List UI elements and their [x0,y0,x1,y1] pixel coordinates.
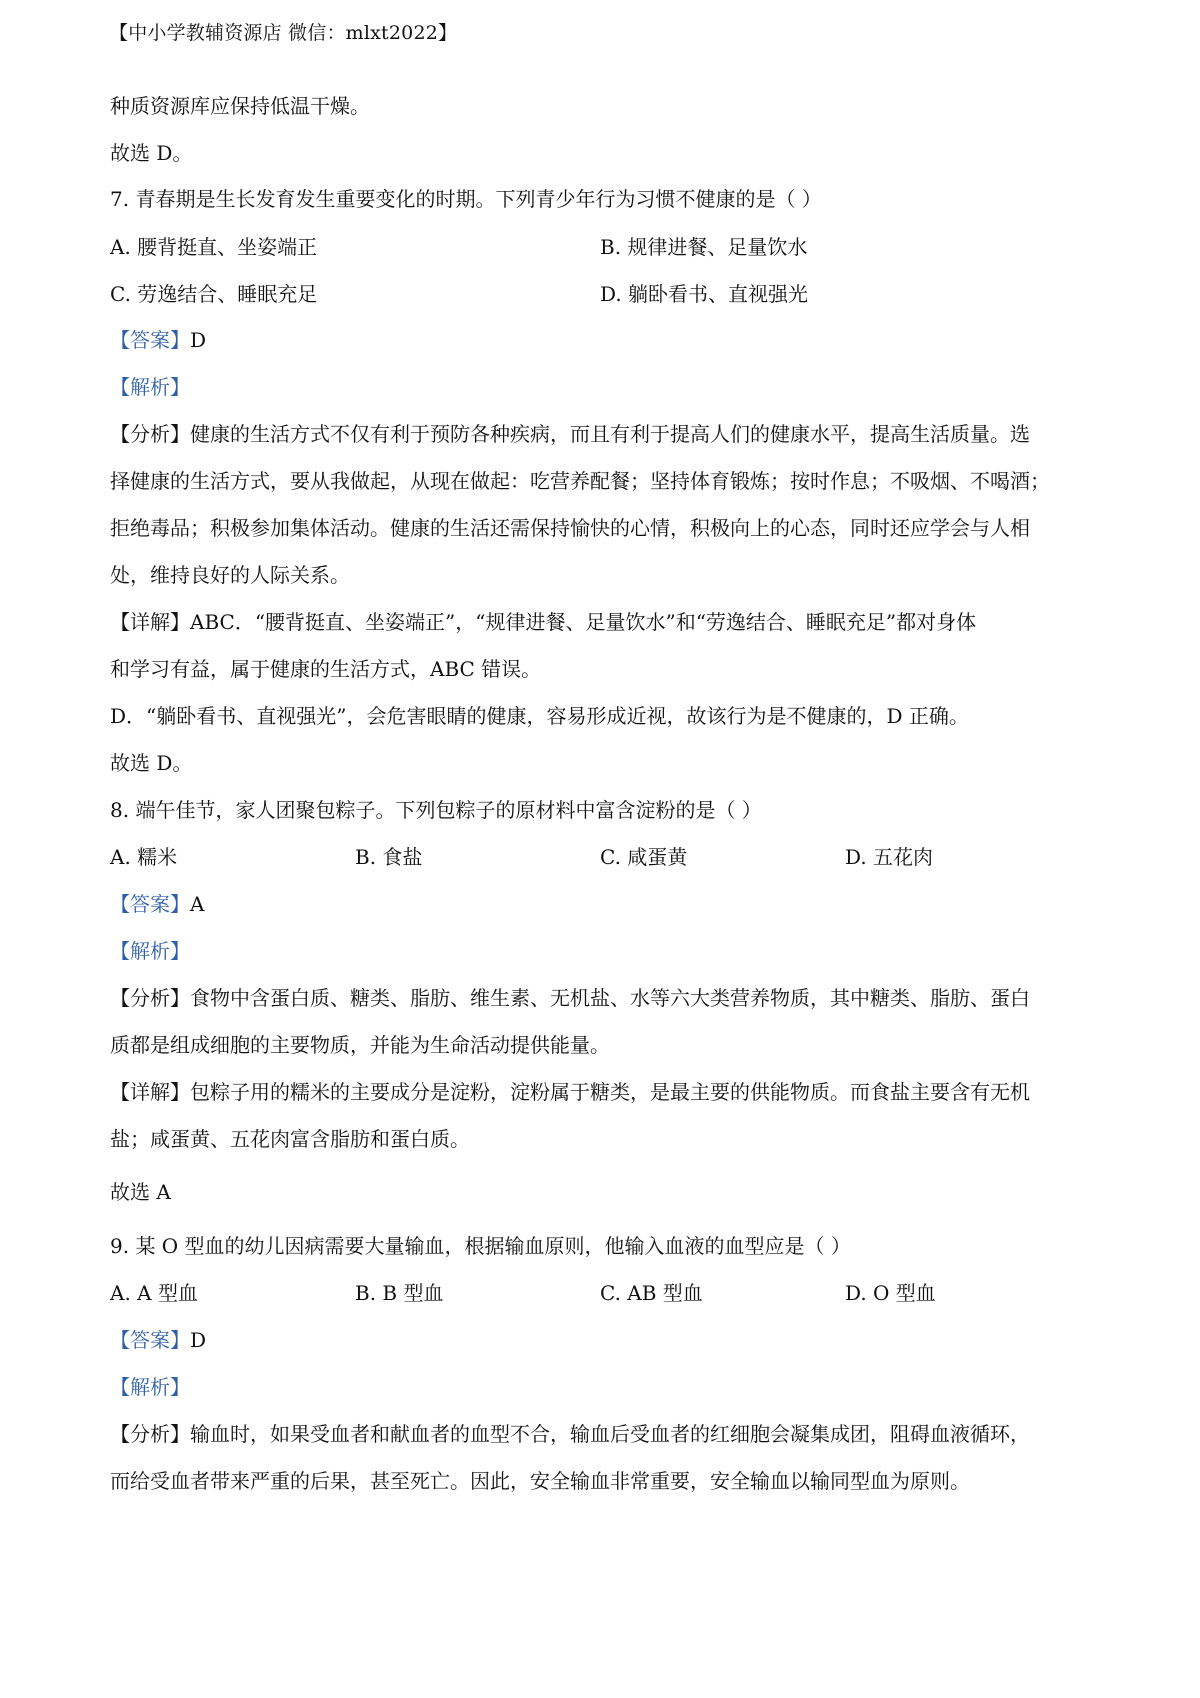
q7-answer-value: D [190,328,207,352]
q7-xiangjie-3: D．“躺卧看书、直视强光”，会危害眼睛的健康，容易形成近视，故该行为是不健康的，D 正确。 [110,704,969,728]
q7-option-c: C. 劳逸结合、睡眠充足 [110,282,318,306]
q7-fenxi-2: 择健康的生活方式，要从我做起，从现在做起：吃营养配餐；坚持体育锻炼；按时作息；不吸烟、不喝酒； [110,469,1050,493]
q7-analysis-tag: 【解析】 [110,375,190,399]
q8-option-a: A. 糯米 [110,845,178,869]
q7-option-d: D. 躺卧看书、直视强光 [600,282,809,306]
q9-option-b: B. B 型血 [355,1281,444,1305]
prev-choice: 故选 D。 [110,141,193,165]
page-header: 【中小学教辅资源店 微信：mlxt2022】 [109,22,458,44]
q9-option-d: D. O 型血 [845,1281,936,1305]
q8-xiangjie-1: 【详解】包粽子用的糯米的主要成分是淀粉，淀粉属于糖类，是最主要的供能物质。而食盐主要含有无机 [110,1080,1030,1104]
q9-option-a: A. A 型血 [110,1281,198,1305]
answer-tag: 【答案】 [110,328,190,352]
q8-option-b: B. 食盐 [355,845,423,869]
q7-choice: 故选 D。 [110,751,193,775]
answer-tag: 【答案】 [110,1328,190,1352]
q8-choice: 故选 A [110,1180,171,1204]
prev-continuation: 种质资源库应保持低温干燥。 [110,94,370,118]
q7-answer [110,326,1100,354]
q7-option-a: A. 腰背挺直、坐姿端正 [110,235,318,259]
q8-answer-value: A [190,892,205,916]
q8-fenxi-1: 【分析】食物中含蛋白质、糖类、脂肪、维生素、无机盐、水等六大类营养物质，其中糖类、脂肪、蛋白 [110,986,1030,1010]
q9-answer [110,1326,1100,1354]
q8-xiangjie-2: 盐；咸蛋黄、五花肉富含脂肪和蛋白质。 [110,1127,470,1151]
q8-analysis-tag: 【解析】 [110,939,190,963]
q9-option-c: C. AB 型血 [600,1281,703,1305]
q8-fenxi-2: 质都是组成细胞的主要物质，并能为生命活动提供能量。 [110,1033,610,1057]
q7-fenxi-4: 处，维持良好的人际关系。 [110,563,350,587]
q9-stem: 9. 某 O 型血的幼儿因病需要大量输血，根据输血原则，他输入血液的血型应是（ ） [110,1234,851,1258]
q9-fenxi-1: 【分析】输血时，如果受血者和献血者的血型不合，输血后受血者的红细胞会凝集成团，阻碍血液循环， [110,1422,1030,1446]
q8-stem: 8. 端午佳节，家人团聚包粽子。下列包粽子的原材料中富含淀粉的是（ ） [110,798,762,822]
q8-answer [110,890,1100,918]
q7-xiangjie-1: 【详解】ABC．“腰背挺直、坐姿端正”，“规律进餐、足量饮水”和“劳逸结合、睡眠充足”都对身体 [110,610,977,634]
q8-option-c: C. 咸蛋黄 [600,845,688,869]
q7-stem: 7. 青春期是生长发育发生重要变化的时期。下列青少年行为习惯不健康的是（ ） [110,187,822,211]
q7-option-b: B. 规律进餐、足量饮水 [600,235,808,259]
answer-tag: 【答案】 [110,892,190,916]
q7-xiangjie-2: 和学习有益，属于健康的生活方式，ABC 错误。 [110,657,542,681]
q7-fenxi-1: 【分析】健康的生活方式不仅有利于预防各种疾病，而且有利于提高人们的健康水平，提高生活质量。选 [110,422,1030,446]
q8-option-d: D. 五花肉 [845,845,934,869]
q9-answer-value: D [190,1328,207,1352]
q9-fenxi-2: 而给受血者带来严重的后果，甚至死亡。因此，安全输血非常重要，安全输血以输同型血为原则。 [110,1469,970,1493]
q7-fenxi-3: 拒绝毒品；积极参加集体活动。健康的生活还需保持愉快的心情，积极向上的心态，同时还应学会与人相 [110,516,1030,540]
q9-analysis-tag: 【解析】 [110,1375,190,1399]
